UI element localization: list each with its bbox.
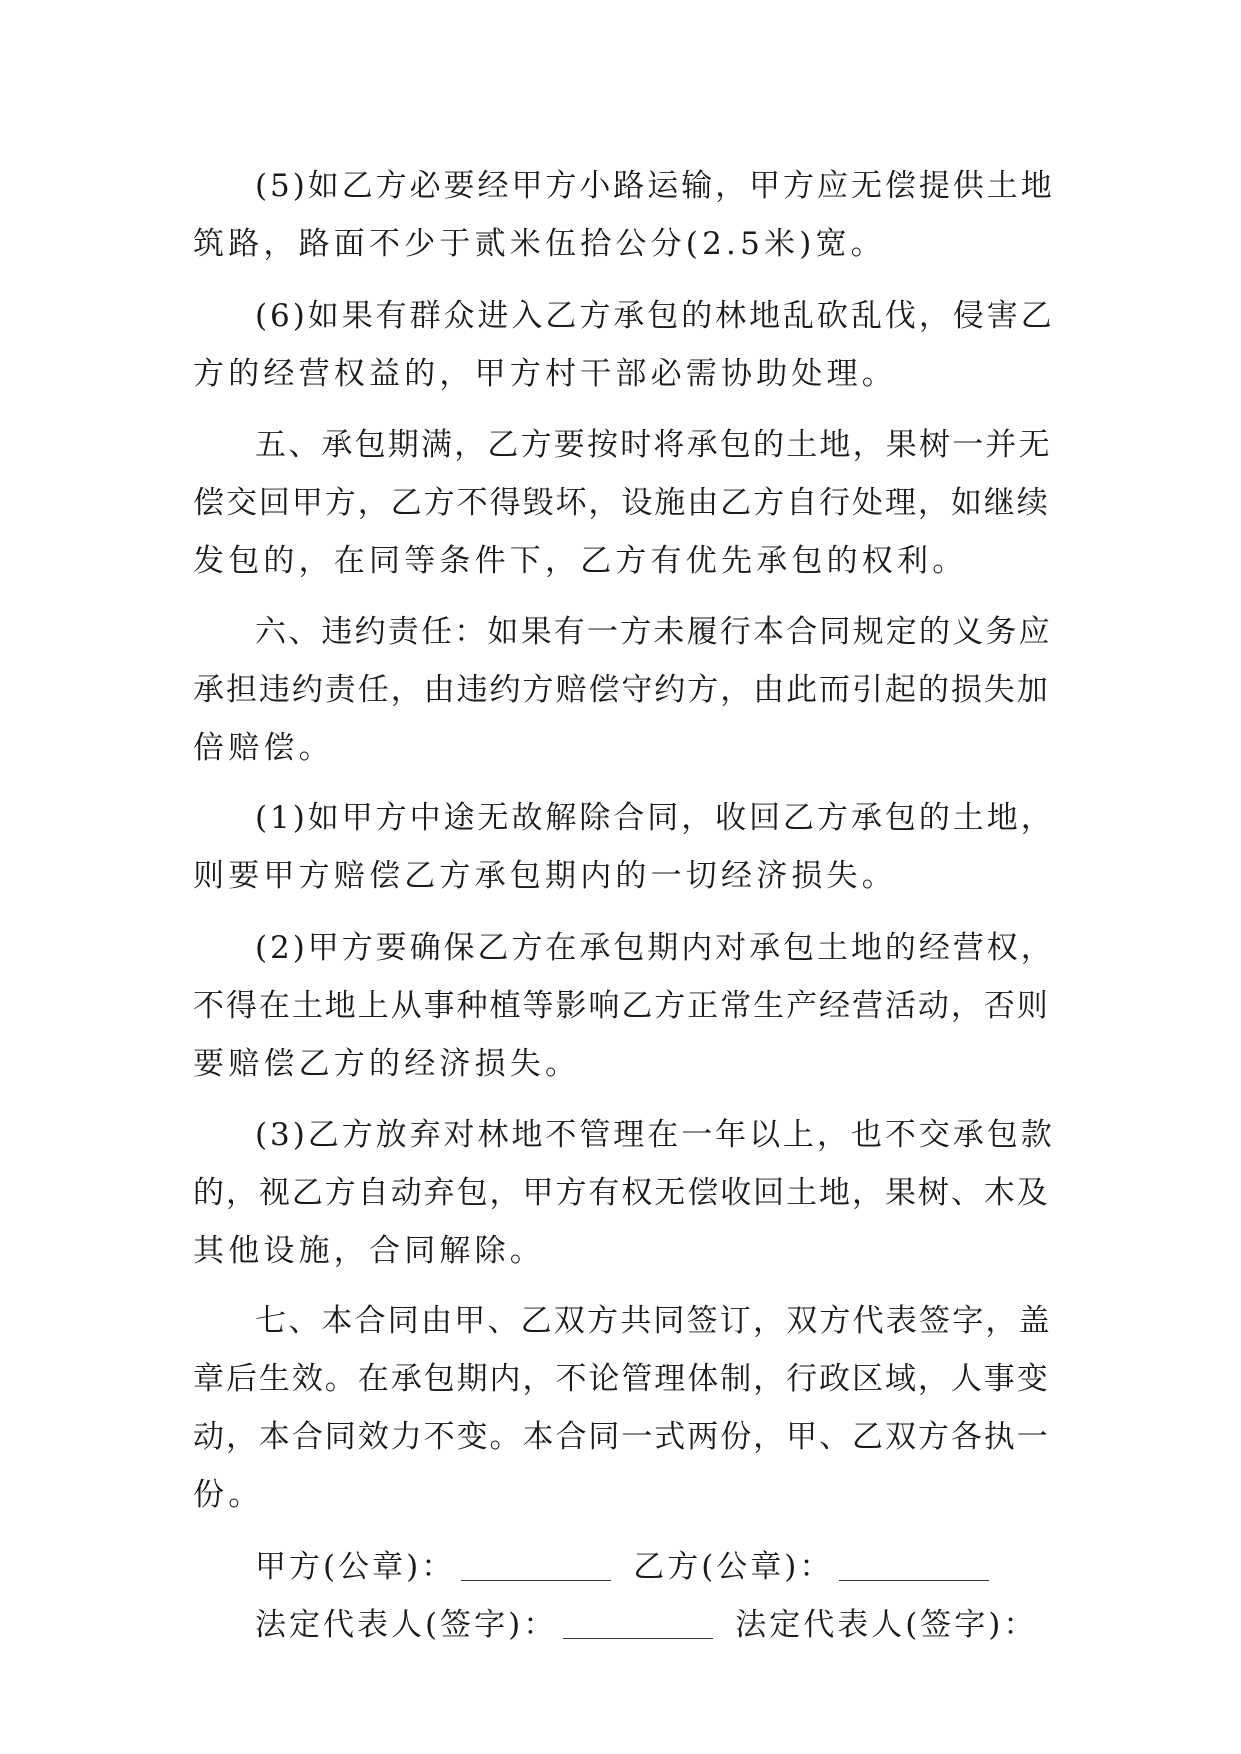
penalty-2-line-3: 要赔偿乙方的经济损失。	[193, 1046, 581, 1082]
section-7-line-1: 七、本合同由甲、乙双方共同签订，双方代表签字，盖	[255, 1303, 1052, 1339]
party-b-rep-label: 法定代表人(签字)：	[735, 1607, 1038, 1643]
section-5-line-2: 偿交回甲方，乙方不得毁坏，设施由乙方自行处理，如继续	[193, 485, 1050, 521]
clause-6-line-2: 方的经营权益的，甲方村干部必需协助处理。	[193, 356, 897, 392]
party-a-seal-blank[interactable]	[461, 1550, 611, 1581]
party-b-seal-blank[interactable]	[839, 1550, 989, 1581]
penalty-2-line-2: 不得在土地上从事种植等影响乙方正常生产经营活动，否则	[193, 988, 1050, 1024]
party-b-seal-label: 乙方(公章)：	[633, 1549, 834, 1585]
party-a-rep-blank[interactable]	[563, 1608, 713, 1639]
party-a-rep-label: 法定代表人(签字)：	[255, 1607, 558, 1643]
section-7-line-4: 份。	[193, 1477, 264, 1513]
penalty-3-line-2: 的，视乙方自动弃包，甲方有权无偿收回土地，果树、木及	[193, 1175, 1050, 1211]
section-5-line-3: 发包的，在同等条件下，乙方有优先承包的权利。	[193, 543, 968, 579]
section-6-line-1: 六、违约责任：如果有一方未履行本合同规定的义务应	[255, 614, 1052, 650]
section-5-line-1: 五、承包期满，乙方要按时将承包的土地，果树一并无	[255, 427, 1052, 463]
seal-row	[255, 1539, 1011, 1595]
penalty-2-line-1: (2)甲方要确保乙方在承包期内对承包土地的经营权，	[255, 930, 1055, 966]
clause-6-line-1: (6)如果有群众进入乙方承包的林地乱砍乱伐，侵害乙	[255, 298, 1055, 334]
representative-row	[255, 1597, 1037, 1653]
party-a-seal-label: 甲方(公章)：	[255, 1549, 456, 1585]
section-7-line-3: 动，本合同效力不变。本合同一式两份，甲、乙双方各执一	[193, 1419, 1050, 1455]
clause-5-line-1: (5)如乙方必要经甲方小路运输，甲方应无偿提供土地	[255, 168, 1055, 204]
penalty-3-line-1: (3)乙方放弃对林地不管理在一年以上，也不交承包款	[255, 1117, 1055, 1153]
section-7-line-2: 章后生效。在承包期内，不论管理体制，行政区域，人事变	[193, 1361, 1050, 1397]
section-6-line-3: 倍赔偿。	[193, 730, 334, 766]
section-6-line-2: 承担违约责任，由违约方赔偿守约方，由此而引起的损失加	[193, 672, 1050, 708]
penalty-1-line-1: (1)如甲方中途无故解除合同，收回乙方承包的土地，	[255, 800, 1055, 836]
penalty-3-line-3: 其他设施，合同解除。	[193, 1233, 545, 1269]
penalty-1-line-2: 则要甲方赔偿乙方承包期内的一切经济损失。	[193, 858, 897, 894]
clause-5-line-2: 筑路，路面不少于贰米伍拾公分(2.5米)宽。	[193, 226, 886, 262]
